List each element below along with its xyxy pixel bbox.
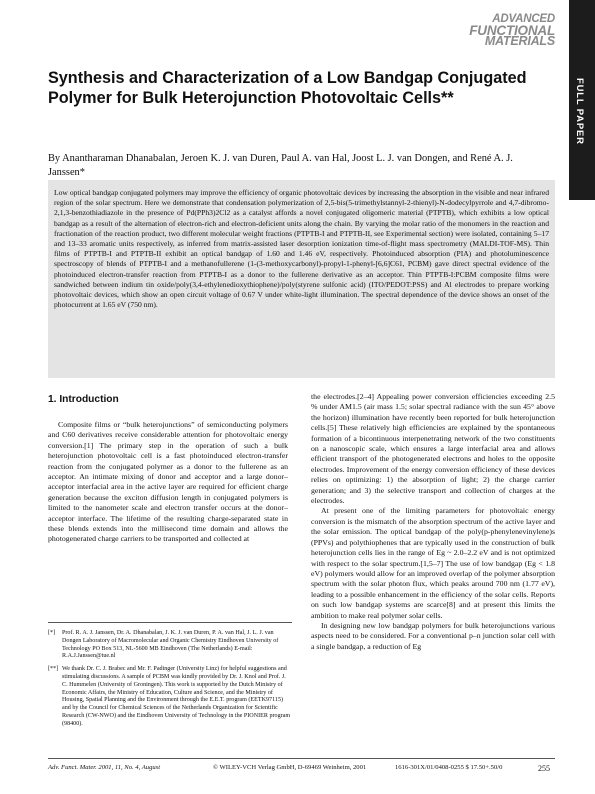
footnote-mark: [**] bbox=[48, 666, 59, 673]
right-paragraph-1: the electrodes.[2–4] Appealing power conversion efficiencies exceeding 2.5 % under AM1.5 (air mass 1.5; solar spectral radiance with the sun 45° above the horizon) illumination have recently been reported for bulk heterojunction cells.[5] These relatively high efficiencies are explained by the spontaneous formation of a bicontinuous interpenetrating network of the two constituents on a nanoscopic scale, which ensures a large interfacial area and allows efficient transport of the photogenerated electrons and holes to the opposite electrodes. Improvement of the energy conversion efficiency of these devices relies on optimizing: 1) the absorption of light; 2) the charge carrier generation; and 3) the selective transport and collection of charges at the electrodes. bbox=[311, 392, 555, 506]
abstract-box bbox=[48, 180, 555, 378]
logo-line-2: FUNCTIONAL bbox=[469, 23, 555, 38]
footnotes bbox=[48, 630, 292, 734]
article-title: Synthesis and Characterization of a Low Bandgap Conjugated Polymer for Bulk Heterojunction Photovoltaic Cells** bbox=[48, 69, 527, 107]
right-paragraph-3: In designing new low bandgap polymers for bulk heterojunctions various aspects need to be considered. For a conventional p–n junction solar cell with a single bandgap, a reduction of Eg bbox=[311, 620, 555, 651]
abstract-text: Low optical bandgap conjugated polymers may improve the efficiency of organic photovoltaic devices by increasing the absorption in the visible and near infrared region of the solar spectrum. Here we demonstrate that condensation polymerization of 2,5-bis(5-trimethylstannyl-2-thienyl)-N-dodecylpyrrole and 4,7-dibromo-2,1,3-benzothiadiazole in the presence of Pd(PPh3)2Cl2 as a catalyst affords a novel conjugated oligomeric material (PTPTB), which exhibits a low optical bandgap as a result of the alternation of electron-rich and electron-deficient units along the chain. By varying the molar ratio of the monomers in the reaction and fractionation of the reaction product, two different molecular weight fractions (PTPTB-I and PTPTB-II, see Experimental section) were isolated, containing 5–17 and 13–33 aromatic units respectively, as inferred from matrix-assisted laser desorption ionization time-of-flight mass spectrometry (MALDI-TOF-MS). Thin films of PTPTB-I and PTPTB-II exhibit an optical bandgap of 1.60 and 1.46 eV, respectively. Photoinduced absorption (PIA) and photoluminescence spectroscopy of blends of PTPTB-I and a methanofullerene (1-(3-methoxycarbonyl)-propyl-1-phenyl-[6,6]C61, PCBM) gave direct spectral evidence of the photoinduced electron-transfer reaction from PTPTB-I as a donor to the fullerene derivative as an acceptor. Thin PTPTB-I:PCBM composite films were sandwiched between indium tin oxide/poly(3,4-ethylenedioxythiophene)/poly(styrene sulfonic acid) (ITO/PEDOT:PSS) and Al electrodes to prepare working photovoltaic devices, which show an open circuit voltage of 0.67 V under white-light illumination. The spectral dependence of the device shows an onset of the photocurrent at 1.65 eV (750 nm). bbox=[54, 188, 549, 310]
page-number: 255 bbox=[538, 764, 550, 773]
right-paragraph-2: At present one of the limiting parameters for photovoltaic energy conversion is the mismatch of the absorption spectrum of the active layer and the solar emission. The optical bandgap of the poly(p-phenylenevinylene)s (PPVs) and polythiophenes that are typically used in the construction of bulk heterojunction cells lies in the range of Eg ~ 2.0–2.2 eV and is not optimized with respect to the solar spectrum.[1,5–7] The use of low bandgap (Eg < 1.8 eV) polymers would allow for an improved overlap of the polymer absorption spectrum with the solar photon flux, which peaks around 700 nm (1.77 eV), leading to a possible enhancement in the efficiency of the solar cells. Reports on such low bandgap systems are scarce[8] and at present this limits the ambition to make real polymer solar cells. bbox=[311, 506, 555, 620]
logo-line-1: ADVANCED bbox=[492, 13, 555, 25]
side-label: FULL PAPER bbox=[574, 78, 585, 145]
footnote-text: We thank Dr. C. J. Brabec and Mr. F. Padinger (University Linz) for helpful suggestions and stimulating discussions. A sample of PCBM was kindly provided by Dr. J. Knol and Prof. J. C. Hummelen (University of Groningen). This work is supported by the Dutch Ministry of Economic Affairs, the Ministry of Education, Culture and Science, and the Ministry of Housing, Spatial Planning and the Environment through the E.E.T. program (EETK97115) and by the Council for Chemical Sciences of the Netherlands Organization for Scientific Research (CW-NWO) and the Eindhoven University of Technology in the PIONIER program (98400). bbox=[62, 666, 291, 727]
publisher-line: © WILEY-VCH Verlag GmbH, D-69469 Weinheim, 2001 bbox=[213, 764, 367, 771]
issn-line: 1616-301X/01/0408-0255 $ 17.50+.50/0 bbox=[395, 764, 503, 771]
side-band bbox=[569, 0, 595, 200]
left-column bbox=[48, 420, 288, 545]
left-paragraph-1: Composite films or “bulk heterojunctions” of semiconducting polymers and C60 derivatives receive considerable attention for photovoltaic energy conversion.[1] The primary step in the operation of such a bulk heterojunction photovoltaic cell is a fast photoinduced electron-transfer reaction from the conjugated polymer as a donor to the fullerene as an acceptor. An intimate mixing of donor and acceptor and a large donor–acceptor interfacial area in the active layer are required for efficient charge generation because the exciton diffusion length in conjugated polymers is limited to the nanometer scale and electron transfer occurs at the donor–acceptor interface. The lifetime of the resulting charge-separated state in these blends extends into the millisecond time domain and allows the photogenerated charge carriers to be transported and collected at bbox=[48, 420, 288, 544]
footnote-affiliation bbox=[48, 630, 292, 661]
footnote-rule bbox=[48, 622, 292, 623]
footnote-mark: [*] bbox=[48, 630, 56, 636]
section-heading: 1. Introduction bbox=[48, 394, 119, 405]
journal-citation: Adv. Funct. Mater. 2001, 11, No. 4, August bbox=[48, 764, 161, 771]
author-list: By Anantharaman Dhanabalan, Jeroen K. J. van Duren, Paul A. van Hal, Joost L. J. van Dongen, and René A. J. Janssen* bbox=[48, 153, 513, 178]
right-column bbox=[311, 392, 555, 652]
footnote-acknowledgement bbox=[48, 666, 292, 728]
logo-line-3: MATERIALS bbox=[484, 34, 555, 48]
footnote-text: Prof. R. A. J. Janssen, Dr. A. Dhanabalan, J. K. J. van Duren, P. A. van Hal, J. L. J. van Dongen Laboratory of Macromolecular and Organic Chemistry Eindhoven University of Technology PO Box 513, NL-5600 MB Eindhoven (The Netherlands) E-mail: R.A.J.Janssen@tue.nl bbox=[62, 630, 279, 660]
journal-logo bbox=[469, 14, 555, 47]
footer-rule bbox=[48, 758, 555, 759]
